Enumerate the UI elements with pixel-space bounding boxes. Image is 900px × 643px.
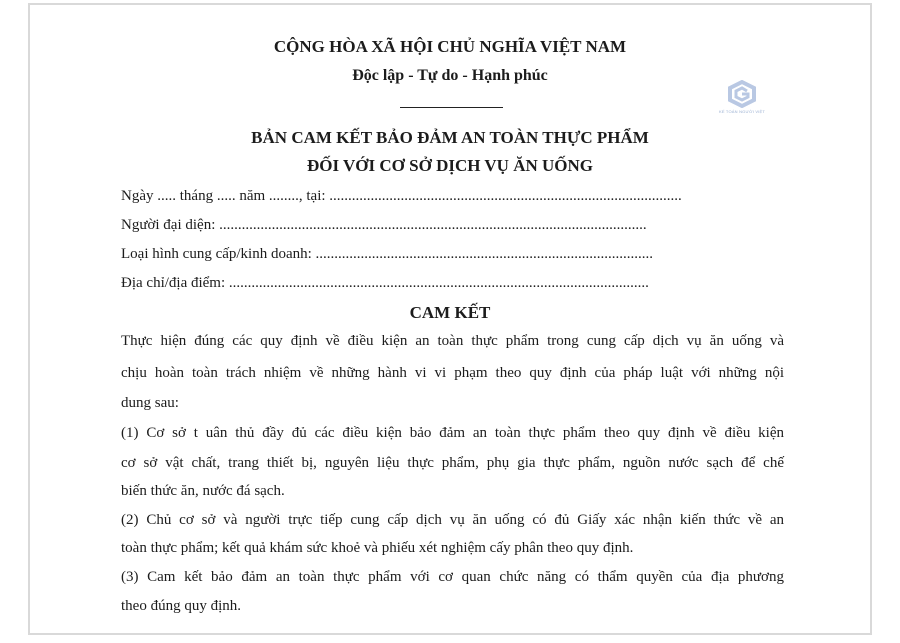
commitment-line: Thực hiện đúng các quy định về điều kiện an toàn thực phẩm trong cung cấp dịch vụ ăn uống và — [121, 333, 784, 349]
commitment-heading: CAM KẾT — [409, 303, 491, 322]
document-title-line-2: ĐỐI VỚI CƠ SỞ DỊCH VỤ ĂN UỐNG — [306, 156, 594, 175]
watermark-logo — [718, 80, 766, 116]
commitment-item-3: (3) Cam kết bảo đảm an toàn thực phẩm với cơ quan chức năng có thẩm quyền của địa phương — [121, 569, 784, 585]
logo-caption: KẾ TOÁN NGƯỜI VIỆT — [718, 109, 766, 114]
commitment-line: chịu hoàn toàn trách nhiệm về những hành vi vi phạm theo quy định của pháp luật với những nội — [121, 365, 784, 381]
heading-divider — [400, 107, 503, 108]
commitment-line: dung sau: — [121, 395, 179, 411]
document-title-line-1: BẢN CAM KẾT BẢO ĐẢM AN TOÀN THỰC PHẨM — [251, 128, 649, 147]
date-field: Ngày ..... tháng ..... năm ........, tại: .............................................................................................. — [121, 188, 682, 204]
motto-heading: Độc lập - Tự do - Hạnh phúc — [352, 67, 548, 84]
business-type-field: Loại hình cung cấp/kinh doanh: .......................................................................................... — [121, 246, 654, 262]
commitment-line: biến thức ăn, nước đá sạch. — [121, 483, 285, 499]
commitment-line: cơ sở vật chất, trang thiết bị, nguyên liệu thực phẩm, phụ gia thực phẩm, nguồn nước sạch để chế — [121, 455, 784, 471]
nation-heading: CỘNG HÒA XÃ HỘI CHỦ NGHĨA VIỆT NAM — [273, 37, 627, 56]
commitment-item-2: (2) Chủ cơ sở và người trực tiếp cung cấp dịch vụ ăn uống có đủ Giấy xác nhận kiến thức về an — [121, 512, 784, 528]
commitment-line: toàn thực phẩm; kết quả khám sức khoẻ và phiếu xét nghiệm cấy phân theo quy định. — [121, 540, 634, 556]
hexagon-logo-icon — [727, 80, 757, 108]
commitment-line: theo đúng quy định. — [121, 598, 241, 614]
representative-field: Người đại diện: .................................................................................................................. — [121, 217, 647, 233]
address-field: Địa chỉ/địa điểm: ................................................................................................................ — [121, 275, 649, 291]
commitment-item-1: (1) Cơ sở t uân thủ đầy đủ các điều kiện bảo đảm an toàn thực phẩm theo quy định về điều kiện — [121, 425, 784, 441]
